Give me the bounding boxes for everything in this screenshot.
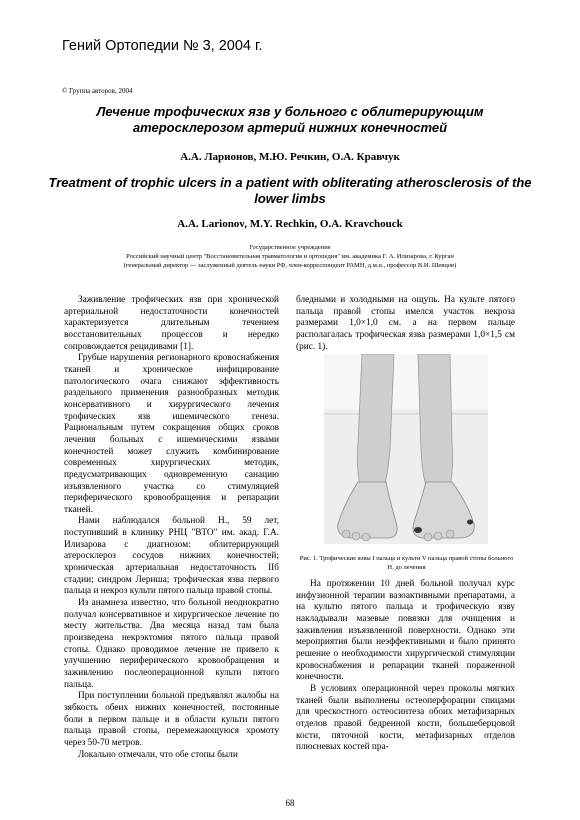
paragraph: бледными и холодными на ощупь. На культе пятого пальца правой стопы имелся участок некроза размерами 1,0×1,0 см. а на первом пальце располагалась трофическая язва размерами 1,0×1,5 см (рис. 1). (296, 295, 515, 352)
authors-en: A.A. Larionov, M.Y. Rechkin, O.A. Kravchouck (177, 218, 403, 230)
paragraph: Нами наблюдался больной Н., 59 лет, поступивший в клинику РНЦ "ВТО" им. акад. Г.А. Илизарова с диагнозом: облитерирующий атеросклероз сосудов нижних конечностей; хроническая артериальная недостаточность IIб стадии; синдром Лериша; трофическая язва первого пальца и некроз культи пятого пальца правой стопы. (64, 516, 279, 597)
institution-line: Государственное учреждение (249, 244, 331, 251)
page-number: 68 (285, 798, 295, 808)
paragraph: Из анамнеза известно, что больной неоднократно получал консервативное и хирургическое лечение по месту жительства. Два месяца назад там была произведена некрэктомия пятого пальца правой стопы. Однако проводимое лечение не привело к улучшению периферического кровообращения и заживлению послеоперационной культи пятого пальца. (64, 598, 279, 690)
figure-caption: Рис. 1. Трофические язвы I пальца и культи V пальца правой стопы больного Н. до лечения (299, 555, 514, 571)
institution-line: Российский научный центр "Восстановительная травматология и ортопедия" им. академика Г. А. Илизарова, г. Курган (126, 253, 454, 260)
right-column-bottom (296, 579, 515, 754)
feet-photo-illustration (324, 354, 488, 544)
article-title-ru: Лечение трофических язв у больного с облитерирующим атеросклерозом артерий нижних конечностей (96, 104, 484, 135)
right-column-top (296, 295, 515, 353)
left-column (64, 295, 279, 761)
article-title-en: Treatment of trophic ulcers in a patient with obliterating atherosclerosis of the lower limbs (48, 175, 532, 206)
authors-ru: А.А. Ларионов, М.Ю. Речкин, О.А. Кравчук (180, 151, 400, 163)
paragraph: Локально отмечали, что обе стопы были (78, 749, 238, 760)
institution-block (30, 243, 550, 270)
paragraph: В условиях операционной через проколы мягких тканей были выполнены остеоперфорации спицами для чрескостного остеосинтеза обоих метафизарных отделов правой бедренной кости, большеберцовой кости, пяточной кости, метафизарных отделов плюсневых костей пра- (296, 683, 515, 753)
figure-photo-feet (324, 354, 488, 544)
institution-line: (генеральный директор — заслуженный деятель науки РФ, член-корреспондент РАМН, д.м.н., профессор В.И. Шевцов) (123, 262, 457, 269)
paragraph: Грубые нарушения регионарного кровоснабжения тканей и хроническое инфицирование патологического очага снижают эффективность раздельного применения разнообразных методик консервативного и хирургического лечения трофических язв ишемического генеза. Рациональным путем сокращения общих сроков лечения больных с ишемическими язвами конечностей может служить комбинирование современных хирургических методик, предусматривающих одновременную санацию изъязвленного участка со стимуляцией периферического кровообращения и репарации тканей. (64, 353, 279, 515)
paragraph: При поступлении больной предъявлял жалобы на зябкость обеих нижних конечностей, постоянные боли в первом пальце и в области культи пятого пальца правой стопы, перемежающуюся хромоту через 50-70 метров. (64, 691, 279, 748)
copyright-notice: © Группа авторов, 2004 (62, 87, 133, 95)
journal-header: Гений Ортопедии № 3, 2004 г. (62, 38, 263, 54)
paragraph: На протяжении 10 дней больной получал курс инфузионной терапии вазоактивными препаратами, а на культю пятого пальца и трофическую язву накладывали мазевые повязки для очищения и заживления изъязвленной поверхности. Однако эти мероприятия были неэффективными и было принято решение о необходимости хирургической стимуляции кровоснабжения и репарации тканей пораженной конечности. (296, 579, 515, 683)
paragraph: Заживление трофических язв при хронической артериальной недостаточности конечностей характеризуется длительным течением восстановительных процессов и нередко сопровождается рецидивами [1]. (64, 295, 279, 352)
